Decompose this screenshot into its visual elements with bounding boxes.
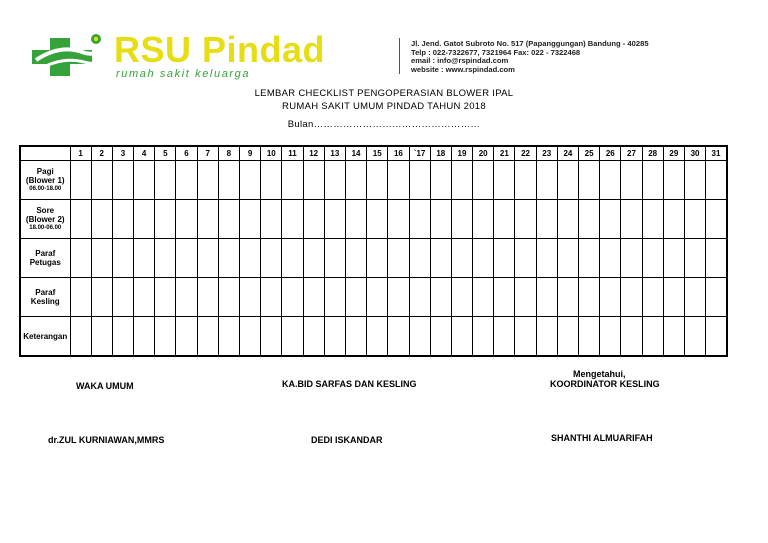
day-header: 7 <box>197 146 218 161</box>
check-cell[interactable] <box>155 200 176 239</box>
check-cell[interactable] <box>557 239 578 278</box>
day-header: 18 <box>430 146 451 161</box>
check-cell[interactable] <box>303 200 324 239</box>
waka-title: WAKA UMUM <box>76 381 134 391</box>
check-cell[interactable] <box>684 239 705 278</box>
check-cell[interactable] <box>155 317 176 357</box>
check-cell[interactable] <box>91 200 112 239</box>
check-cell[interactable] <box>579 278 600 317</box>
check-cell[interactable] <box>642 200 663 239</box>
check-cell[interactable] <box>324 278 345 317</box>
check-cell[interactable] <box>515 317 536 357</box>
check-cell[interactable] <box>345 200 366 239</box>
check-cell[interactable] <box>557 317 578 357</box>
check-cell[interactable] <box>282 317 303 357</box>
row-label <box>20 200 70 239</box>
check-cell[interactable] <box>197 278 218 317</box>
check-cell[interactable] <box>494 161 515 200</box>
phone-line: Telp : 022-7322677, 7321964 Fax: 022 - 7322468 <box>411 47 581 57</box>
check-cell[interactable] <box>240 239 261 278</box>
check-cell[interactable] <box>663 200 684 239</box>
check-cell[interactable] <box>112 239 133 278</box>
check-cell[interactable] <box>663 278 684 317</box>
logo-mark-icon <box>30 30 112 82</box>
check-cell[interactable] <box>197 239 218 278</box>
check-cell[interactable] <box>134 317 155 357</box>
day-header: 8 <box>218 146 239 161</box>
brand-name: RSU Pindad <box>114 29 326 70</box>
check-cell[interactable] <box>197 317 218 357</box>
check-cell[interactable] <box>600 200 621 239</box>
check-cell[interactable] <box>388 317 409 357</box>
check-cell[interactable] <box>515 161 536 200</box>
check-cell[interactable] <box>473 239 494 278</box>
check-cell[interactable] <box>684 161 705 200</box>
hospital-logo <box>30 30 360 82</box>
check-cell[interactable] <box>557 278 578 317</box>
day-header: 29 <box>663 146 684 161</box>
check-cell[interactable] <box>579 239 600 278</box>
check-cell[interactable] <box>261 278 282 317</box>
check-cell[interactable] <box>388 278 409 317</box>
check-cell[interactable] <box>473 161 494 200</box>
check-cell[interactable] <box>451 317 472 357</box>
check-cell[interactable] <box>536 278 557 317</box>
day-header: 27 <box>621 146 642 161</box>
check-cell[interactable] <box>409 239 430 278</box>
check-cell[interactable] <box>282 239 303 278</box>
check-cell[interactable] <box>642 317 663 357</box>
day-header: 2 <box>91 146 112 161</box>
check-cell[interactable] <box>176 278 197 317</box>
checklist-row <box>20 200 727 239</box>
address-line: Jl. Jend. Gatot Subroto No. 517 (Papanggungan) Bandung - 40285 <box>411 39 649 48</box>
check-cell[interactable] <box>409 278 430 317</box>
check-cell[interactable] <box>663 239 684 278</box>
check-cell[interactable] <box>345 161 366 200</box>
check-cell[interactable] <box>579 200 600 239</box>
check-cell[interactable] <box>494 200 515 239</box>
check-cell[interactable] <box>345 317 366 357</box>
check-cell[interactable] <box>451 278 472 317</box>
document-title: LEMBAR CHECKLIST PENGOPERASIAN BLOWER IPAL <box>254 88 514 99</box>
check-cell[interactable] <box>706 200 727 239</box>
check-cell[interactable] <box>663 317 684 357</box>
check-cell[interactable] <box>621 317 642 357</box>
row-label <box>20 239 70 278</box>
check-cell[interactable] <box>261 161 282 200</box>
kabid-name: DEDI ISKANDAR <box>311 435 383 445</box>
check-cell[interactable] <box>176 200 197 239</box>
check-cell[interactable] <box>706 161 727 200</box>
check-cell[interactable] <box>557 161 578 200</box>
check-cell[interactable] <box>112 317 133 357</box>
check-cell[interactable] <box>261 239 282 278</box>
check-cell[interactable] <box>536 161 557 200</box>
check-cell[interactable] <box>303 317 324 357</box>
row-label <box>20 161 70 200</box>
brand-tagline: rumah sakit keluarga <box>116 68 251 80</box>
check-cell[interactable] <box>706 278 727 317</box>
check-cell[interactable] <box>240 161 261 200</box>
document-subtitle: RUMAH SAKIT UMUM PINDAD TAHUN 2018 <box>282 101 486 112</box>
check-cell[interactable] <box>324 200 345 239</box>
check-cell[interactable] <box>388 200 409 239</box>
check-cell[interactable] <box>218 161 239 200</box>
day-header: 11 <box>282 146 303 161</box>
check-cell[interactable] <box>155 161 176 200</box>
check-cell[interactable] <box>515 200 536 239</box>
check-cell[interactable] <box>218 278 239 317</box>
header-divider <box>399 38 400 74</box>
check-cell[interactable] <box>134 278 155 317</box>
check-cell[interactable] <box>367 239 388 278</box>
check-cell[interactable] <box>642 239 663 278</box>
check-cell[interactable] <box>134 239 155 278</box>
check-cell[interactable] <box>324 239 345 278</box>
check-cell[interactable] <box>324 317 345 357</box>
row-label-line: (Blower 1) <box>25 175 65 185</box>
check-cell[interactable] <box>70 278 91 317</box>
check-cell[interactable] <box>91 239 112 278</box>
check-cell[interactable] <box>345 239 366 278</box>
check-cell[interactable] <box>684 200 705 239</box>
website-line: website : www.rspindad.com <box>411 64 515 74</box>
day-header: 6 <box>176 146 197 161</box>
check-cell[interactable] <box>282 200 303 239</box>
day-header: 19 <box>451 146 472 161</box>
check-cell[interactable] <box>536 200 557 239</box>
day-header: 3 <box>112 146 133 161</box>
row-label-line: Sore <box>36 205 55 215</box>
row-label <box>20 317 70 357</box>
check-cell[interactable] <box>240 278 261 317</box>
day-header: 12 <box>303 146 324 161</box>
check-cell[interactable] <box>303 239 324 278</box>
check-cell[interactable] <box>388 161 409 200</box>
koord-name: SHANTHI ALMUARIFAH <box>551 433 653 443</box>
day-header: 31 <box>706 146 727 161</box>
kabid-title: KA.BID SARFAS DAN KESLING <box>282 379 417 389</box>
check-cell[interactable] <box>451 161 472 200</box>
check-cell[interactable] <box>621 278 642 317</box>
check-cell[interactable] <box>218 317 239 357</box>
check-cell[interactable] <box>70 239 91 278</box>
check-cell[interactable] <box>367 317 388 357</box>
check-cell[interactable] <box>642 278 663 317</box>
check-cell[interactable] <box>197 200 218 239</box>
check-cell[interactable] <box>218 200 239 239</box>
checklist-row <box>20 161 727 200</box>
check-cell[interactable] <box>303 161 324 200</box>
check-cell[interactable] <box>218 239 239 278</box>
day-header: `17 <box>409 146 430 161</box>
check-cell[interactable] <box>579 161 600 200</box>
check-cell[interactable] <box>176 239 197 278</box>
check-cell[interactable] <box>409 200 430 239</box>
check-cell[interactable] <box>621 161 642 200</box>
day-header: 26 <box>600 146 621 161</box>
day-header: 9 <box>240 146 261 161</box>
month-field: Bulan…………………………………………… <box>287 119 481 130</box>
check-cell[interactable] <box>430 161 451 200</box>
check-cell[interactable] <box>367 278 388 317</box>
row-label-line: Pagi <box>36 166 54 176</box>
day-header: 10 <box>261 146 282 161</box>
check-cell[interactable] <box>112 200 133 239</box>
day-header: 21 <box>494 146 515 161</box>
check-cell[interactable] <box>112 161 133 200</box>
header-corner <box>20 146 70 161</box>
email-line: email : info@rspindad.com <box>411 56 509 65</box>
day-header: 20 <box>473 146 494 161</box>
check-cell[interactable] <box>536 239 557 278</box>
day-header: 16 <box>388 146 409 161</box>
check-cell[interactable] <box>282 161 303 200</box>
check-cell[interactable] <box>155 278 176 317</box>
check-cell[interactable] <box>430 200 451 239</box>
check-cell[interactable] <box>303 278 324 317</box>
check-cell[interactable] <box>134 200 155 239</box>
check-cell[interactable] <box>600 161 621 200</box>
check-cell[interactable] <box>70 161 91 200</box>
check-cell[interactable] <box>91 278 112 317</box>
check-cell[interactable] <box>112 278 133 317</box>
day-header: 4 <box>134 146 155 161</box>
check-cell[interactable] <box>600 317 621 357</box>
check-cell[interactable] <box>409 317 430 357</box>
check-cell[interactable] <box>430 239 451 278</box>
row-label-time: 06.00-18.00 <box>29 185 62 192</box>
check-cell[interactable] <box>536 317 557 357</box>
day-header: 13 <box>324 146 345 161</box>
day-header: 24 <box>557 146 578 161</box>
check-cell[interactable] <box>515 239 536 278</box>
check-cell[interactable] <box>642 161 663 200</box>
row-label-line: (Blower 2) <box>25 214 65 224</box>
check-cell[interactable] <box>134 161 155 200</box>
check-cell[interactable] <box>261 317 282 357</box>
check-cell[interactable] <box>430 317 451 357</box>
address-block <box>411 40 649 74</box>
day-header: 23 <box>536 146 557 161</box>
row-label-line: Petugas <box>29 258 61 267</box>
row-label-line: Paraf <box>35 249 56 258</box>
check-cell[interactable] <box>451 239 472 278</box>
check-cell[interactable] <box>494 317 515 357</box>
check-cell[interactable] <box>473 278 494 317</box>
check-cell[interactable] <box>176 317 197 357</box>
check-cell[interactable] <box>261 200 282 239</box>
checklist-row <box>20 278 727 317</box>
check-cell[interactable] <box>579 317 600 357</box>
check-cell[interactable] <box>367 200 388 239</box>
check-cell[interactable] <box>367 161 388 200</box>
day-header-row <box>20 146 727 161</box>
check-cell[interactable] <box>91 317 112 357</box>
day-header: 15 <box>367 146 388 161</box>
check-cell[interactable] <box>473 200 494 239</box>
koord-title: KOORDINATOR KESLING <box>550 379 660 389</box>
row-label-line: Paraf Kesling <box>30 288 60 306</box>
check-cell[interactable] <box>473 317 494 357</box>
check-cell[interactable] <box>176 161 197 200</box>
koord-pre: Mengetahui, <box>573 369 626 379</box>
check-cell[interactable] <box>70 200 91 239</box>
check-cell[interactable] <box>240 317 261 357</box>
check-cell[interactable] <box>621 239 642 278</box>
check-cell[interactable] <box>451 200 472 239</box>
check-cell[interactable] <box>345 278 366 317</box>
check-cell[interactable] <box>388 239 409 278</box>
checklist-row <box>20 317 727 357</box>
check-cell[interactable] <box>684 278 705 317</box>
day-header: 14 <box>345 146 366 161</box>
check-cell[interactable] <box>600 239 621 278</box>
check-cell[interactable] <box>70 317 91 357</box>
row-label-time: 18.00-06.00 <box>29 224 62 231</box>
check-cell[interactable] <box>409 161 430 200</box>
check-cell[interactable] <box>515 278 536 317</box>
day-header: 25 <box>579 146 600 161</box>
checklist-table <box>19 145 728 357</box>
check-cell[interactable] <box>155 239 176 278</box>
check-cell[interactable] <box>600 278 621 317</box>
day-header: 5 <box>155 146 176 161</box>
check-cell[interactable] <box>197 161 218 200</box>
check-cell[interactable] <box>557 200 578 239</box>
check-cell[interactable] <box>282 278 303 317</box>
check-cell[interactable] <box>91 161 112 200</box>
check-cell[interactable] <box>706 239 727 278</box>
check-cell[interactable] <box>494 239 515 278</box>
row-label <box>20 278 70 317</box>
check-cell[interactable] <box>706 317 727 357</box>
check-cell[interactable] <box>494 278 515 317</box>
check-cell[interactable] <box>621 200 642 239</box>
day-header: 30 <box>684 146 705 161</box>
row-label-line: Keterangan <box>23 331 68 341</box>
waka-name: dr.ZUL KURNIAWAN,MMRS <box>48 435 165 445</box>
checklist-row <box>20 239 727 278</box>
day-header: 1 <box>70 146 91 161</box>
check-cell[interactable] <box>324 161 345 200</box>
day-header: 28 <box>642 146 663 161</box>
check-cell[interactable] <box>663 161 684 200</box>
check-cell[interactable] <box>430 278 451 317</box>
day-header: 22 <box>515 146 536 161</box>
check-cell[interactable] <box>684 317 705 357</box>
check-cell[interactable] <box>240 200 261 239</box>
